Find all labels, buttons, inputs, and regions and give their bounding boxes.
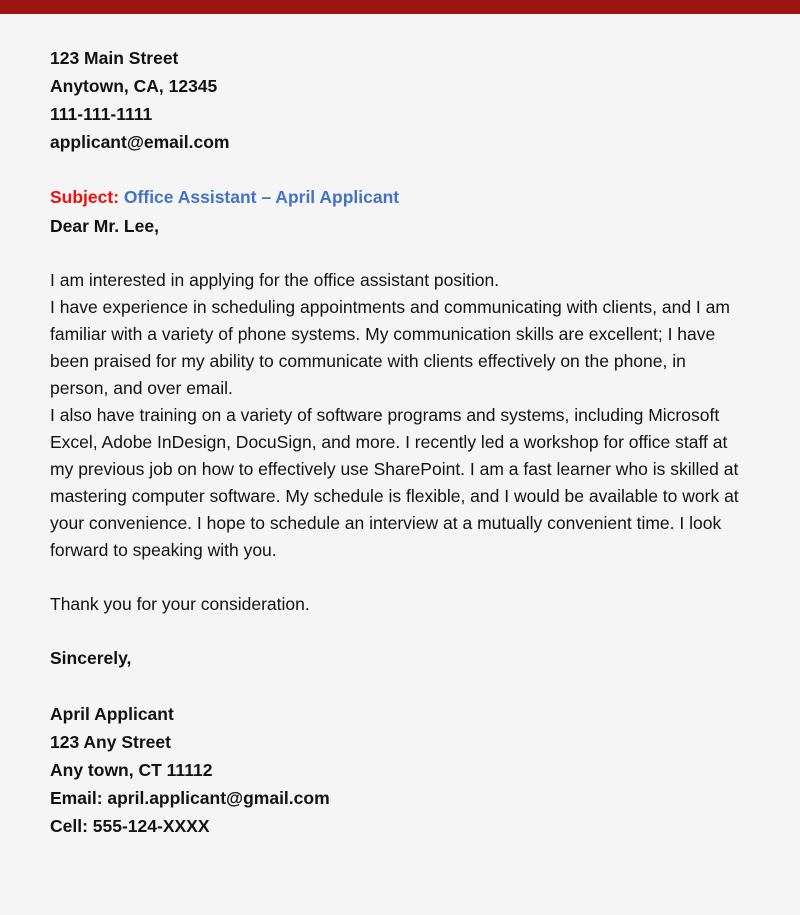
letter-body — [50, 267, 745, 564]
greeting: Dear Mr. Lee, — [50, 216, 159, 236]
sender-phone: 111-111-1111 — [50, 104, 153, 124]
letter-content — [0, 14, 800, 840]
subject-label: Subject: — [50, 187, 120, 207]
signature-name: April Applicant — [50, 704, 174, 724]
signature-city: Any town, CT 11112 — [50, 760, 213, 780]
subject-line — [50, 183, 745, 212]
body-paragraph-2: I have experience in scheduling appointments and communicating with clients, and I am familiar with a variety of phone systems. My communication skills are excellent; I have been praised for my ability to communicate with clients effectively on the phone, in person, and over email. — [50, 297, 730, 398]
subject-value: Office Assistant – April Applicant — [123, 187, 400, 207]
signature-street: 123 Any Street — [50, 732, 171, 752]
body-paragraph-3: I also have training on a variety of software programs and systems, including Microsoft Excel, Adobe InDesign, DocuSign, and more. I recently led a workshop for office staff at my previous job on how to effectively use SharePoint. I am a fast learner who is skilled at mastering computer software. My schedule is flexible, and I would be available to work at your convenience. I hope to schedule an interview at a mutually convenient time. I look forward to speaking with you. — [50, 405, 739, 560]
closing: Sincerely, — [50, 648, 132, 668]
thanks-line: Thank you for your consideration. — [50, 594, 310, 614]
sender-street: 123 Main Street — [50, 48, 179, 68]
sender-email: applicant@email.com — [50, 132, 230, 152]
signature-block — [50, 700, 745, 840]
signature-email: Email: april.applicant@gmail.com — [50, 788, 330, 808]
sender-city: Anytown, CA, 12345 — [50, 76, 218, 96]
body-paragraph-1: I am interested in applying for the office assistant position. — [50, 270, 500, 290]
top-accent-bar — [0, 0, 800, 14]
signature-cell: Cell: 555-124-XXXX — [50, 816, 210, 836]
sender-contact-block — [50, 44, 745, 156]
